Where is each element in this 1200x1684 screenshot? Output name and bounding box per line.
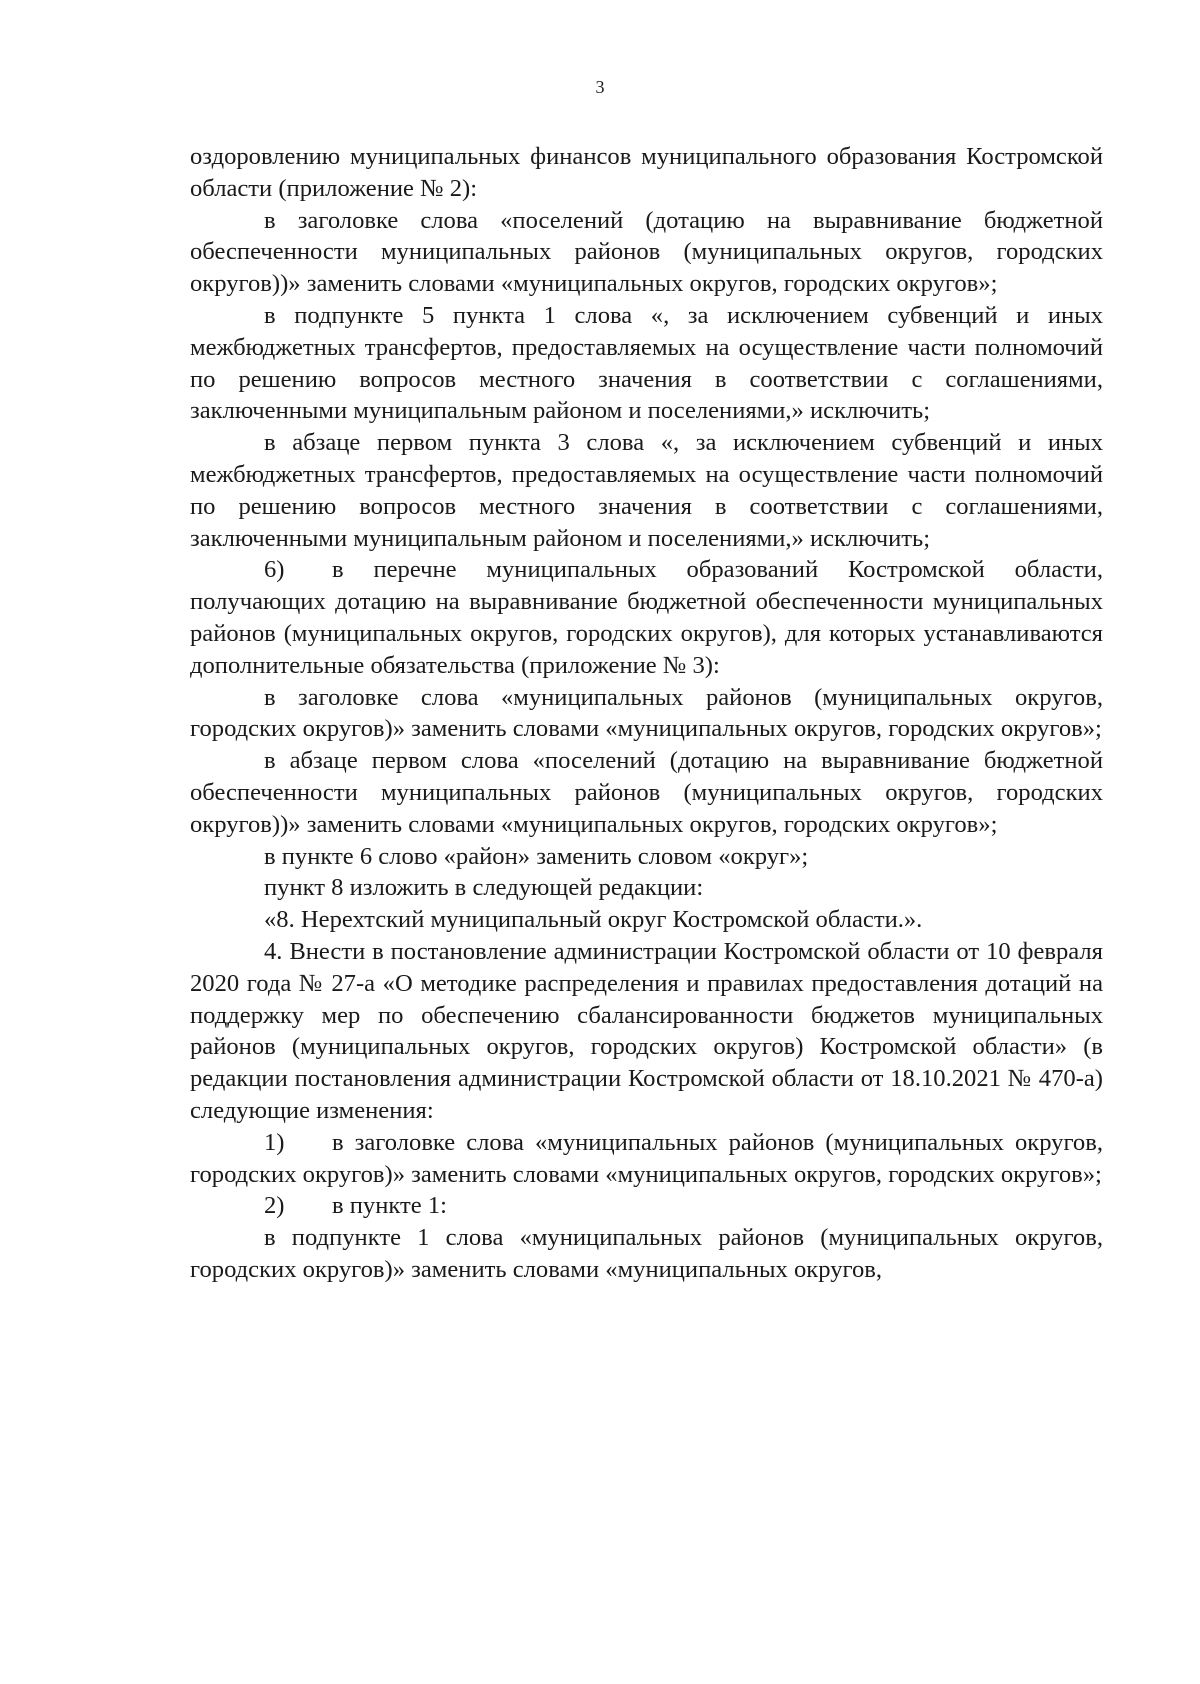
numbered-paragraph xyxy=(190,1190,1103,1222)
paragraph-text: в пункте 6 слово «район» заменить словом «округ»; xyxy=(264,842,809,870)
document-body xyxy=(190,141,1103,1286)
paragraph-text: в пункте 1: xyxy=(332,1192,447,1220)
paragraph xyxy=(190,141,1103,205)
paragraph xyxy=(190,936,1103,1127)
paragraph-text: в абзаце первом пункта 3 слова «, за исключением субвенций и иных межбюджетных трансфертов, предоставляемых на осуществление части полномочий по решению вопросов местного значения в соответствии с соглашениями, заключенными муниципальным районом и поселениями,» исключить; xyxy=(190,429,1103,552)
paragraph-text: «8. Нерехтский муниципальный округ Костромской области.». xyxy=(264,906,923,934)
paragraph xyxy=(190,205,1103,300)
paragraph xyxy=(190,1222,1103,1286)
numbered-paragraph xyxy=(190,554,1103,681)
item-number: 2) xyxy=(264,1192,285,1220)
paragraph-text: оздоровлению муниципальных финансов муниципального образования Костромской области (приложение № 2): xyxy=(190,143,1103,202)
paragraph-text: в подпункте 1 слова «муниципальных районов (муниципальных округов, городских округов)» заменить словами «муниципальных округов, xyxy=(190,1224,1103,1283)
item-number: 6) xyxy=(264,556,285,584)
paragraph xyxy=(190,427,1103,554)
page-number: 3 xyxy=(595,77,605,97)
paragraph-text: пункт 8 изложить в следующей редакции: xyxy=(264,874,704,902)
paragraph xyxy=(190,872,1103,904)
paragraph-text: в заголовке слова «муниципальных районов (муниципальных округов, городских округов)» заменить словами «муниципальных округов, городских округов»; xyxy=(190,1128,1103,1188)
item-number: 1) xyxy=(264,1128,285,1156)
paragraph-text: в заголовке слова «муниципальных районов (муниципальных округов, городских округов)» заменить словами «муниципальных округов, городских округов»; xyxy=(190,683,1103,743)
paragraph-text: в абзаце первом слова «поселений (дотацию на выравнивание бюджетной обеспеченности муниципальных районов (муниципальных округов, городских округов))» заменить словами «муниципальных округов, городских округов»; xyxy=(190,747,1103,838)
paragraph-text: в перечне муниципальных образований Костромской области, получающих дотацию на выравнивание бюджетной обеспеченности муниципальных районов (муниципальных округов, городских округов), для которых устанавливаются дополнительные обязательства (приложение № 3): xyxy=(190,556,1103,679)
paragraph-text: в заголовке слова «поселений (дотацию на выравнивание бюджетной обеспеченности муниципальных районов (муниципальных округов, городских округов))» заменить словами «муниципальных округов, городских округов»; xyxy=(190,206,1103,298)
paragraph xyxy=(190,904,1103,936)
paragraph xyxy=(190,682,1103,746)
paragraph-text: 4. Внести в постановление администрации Костромской области от 10 февраля 2020 года № 27-а «О методике распределения и правилах предоставления дотаций на поддержку мер по обеспечению сбалансированности бюджетов муниципальных районов (муниципальных округов, городских округов) Костромской области» (в редакции постановления администрации Костромской области от 18.10.2021 № 470-а) следующие изменения: xyxy=(190,937,1103,1124)
paragraph xyxy=(190,300,1103,427)
paragraph xyxy=(190,841,1103,873)
numbered-paragraph xyxy=(190,1127,1103,1191)
paragraph xyxy=(190,745,1103,840)
paragraph-text: в подпункте 5 пункта 1 слова «, за исключением субвенций и иных межбюджетных трансфертов, предоставляемых на осуществление части полномочий по решению вопросов местного значения в соответствии с соглашениями, заключенными муниципальным районом и поселениями,» исключить; xyxy=(190,301,1103,425)
